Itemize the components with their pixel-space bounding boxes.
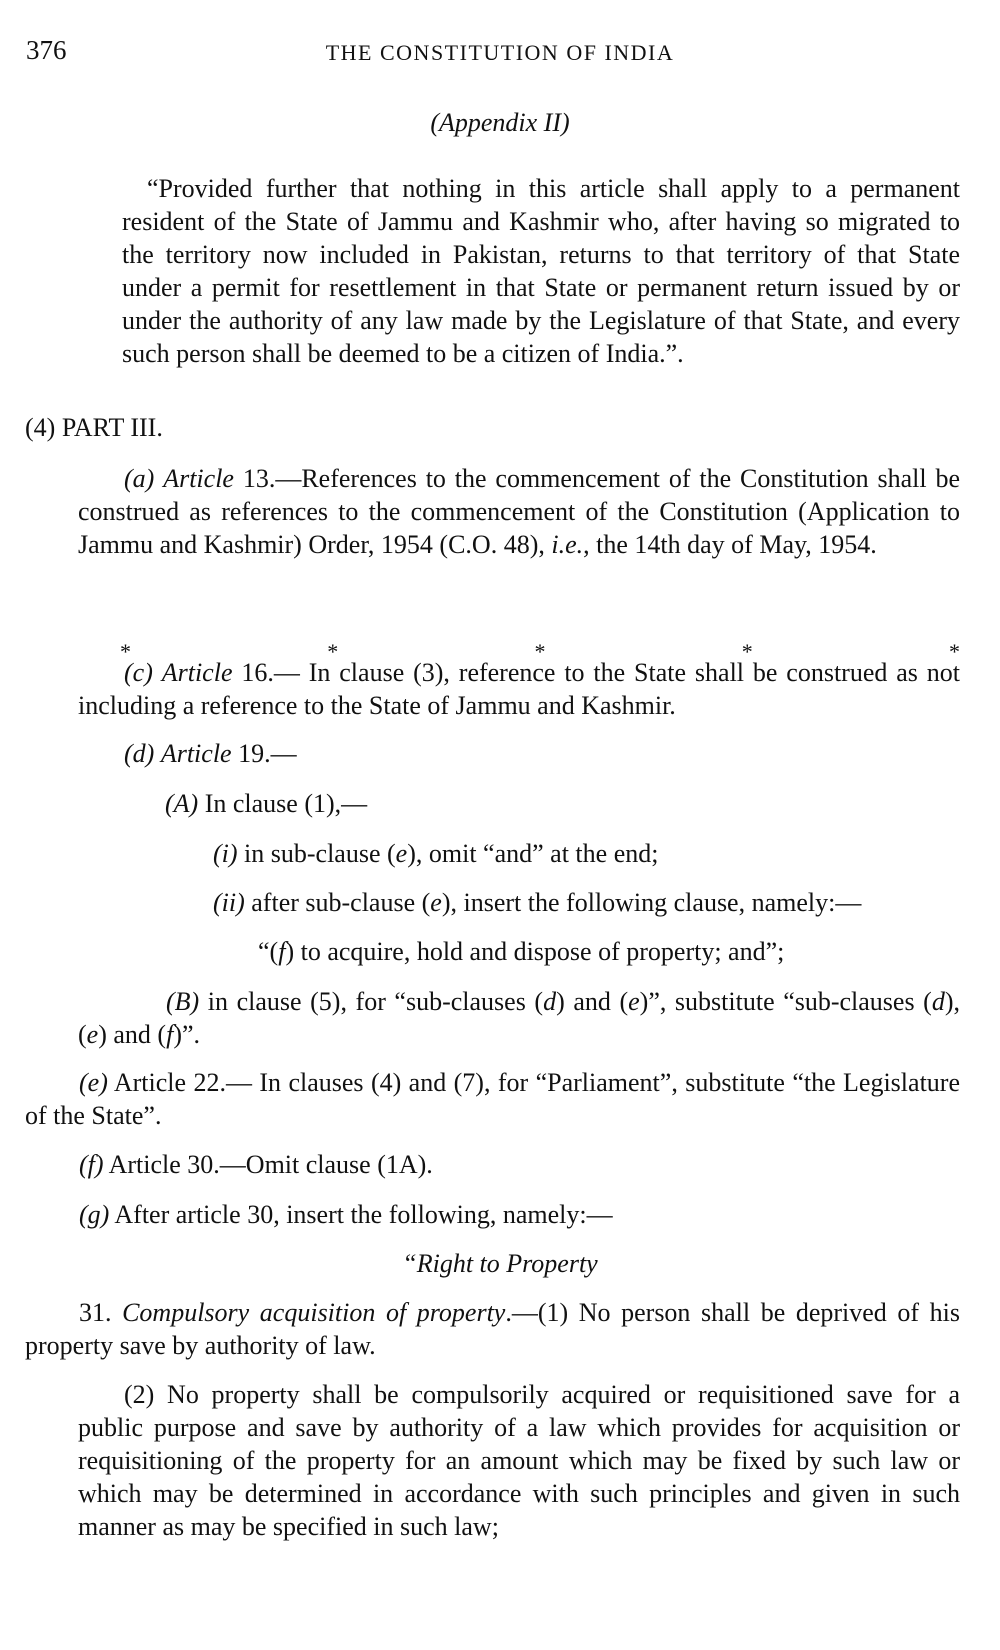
- item-a-article-13: (a) Article 13.—References to the commencement of the Constitution shall be construed as references to the commencement of the Constitution (Application to Jammu and Kashmir) Order, 1954 (C.O. 48), i.e., the 14th day of May, 1954.: [78, 464, 960, 559]
- item-d-article-19: (d) Article 19.—: [124, 739, 297, 768]
- inserted-clause-f: “(f) to acquire, hold and dispose of property; and”;: [258, 937, 785, 966]
- article-31-clause-2: (2) No property shall be compulsorily acquired or requisitioned save for a public purpose and save by authority of a law which provides for acquisition or requisitioning of the property for an amount which may be fixed by such law or which may be determined in accordance with such principles and given in such manner as may be specified in such law;: [78, 1380, 960, 1541]
- right-to-property-heading: “Right to Property: [402, 1249, 598, 1278]
- item-e-article-22: (e) Article 22.— In clauses (4) and (7), for “Parliament”, substitute “the Legislature of the State”.: [25, 1068, 960, 1130]
- item-c-article-16: (c) Article 16.— In clause (3), reference to the State shall be construed as not including a reference to the State of Jammu and Kashmir.: [78, 658, 961, 720]
- part-heading: (4) PART III.: [25, 413, 163, 442]
- item-g-insert: (g) After article 30, insert the following, namely:—: [79, 1200, 613, 1229]
- item-d-subclause-i: (i) in sub-clause (e), omit “and” at the end;: [213, 839, 659, 868]
- article-31-clause-1: 31. Compulsory acquisition of property.—(1) No person shall be deprived of his property save by authority of law.: [25, 1298, 960, 1360]
- item-d-clause-A: (A) In clause (1),—: [165, 789, 368, 818]
- item-d-subclause-ii: (ii) after sub-clause (e), insert the following clause, namely:—: [213, 888, 862, 917]
- page-number: 376: [26, 35, 67, 65]
- proviso-paragraph: “Provided further that nothing in this article shall apply to a permanent resident of the State of Jammu and Kashmir who, after having so migrated to the territory now included in Pakistan, returns to that territory of that State under a permit for resettlement in that State or permanent return issued by or under the authority of any law made by the Legislature of that State, and every such person shall be deemed to be a citizen of India.”.: [122, 174, 960, 368]
- item-d-clause-B: (B) in clause (5), for “sub-clauses (d) and (e)”, substitute “sub-clauses (d), (e) and (f)”.: [78, 987, 960, 1049]
- omission-stars: * * * * *: [120, 639, 960, 664]
- running-header-title: THE CONSTITUTION OF INDIA: [325, 40, 675, 65]
- appendix-label: (Appendix II): [430, 108, 570, 137]
- item-f-article-30: (f) Article 30.—Omit clause (1A).: [79, 1150, 433, 1179]
